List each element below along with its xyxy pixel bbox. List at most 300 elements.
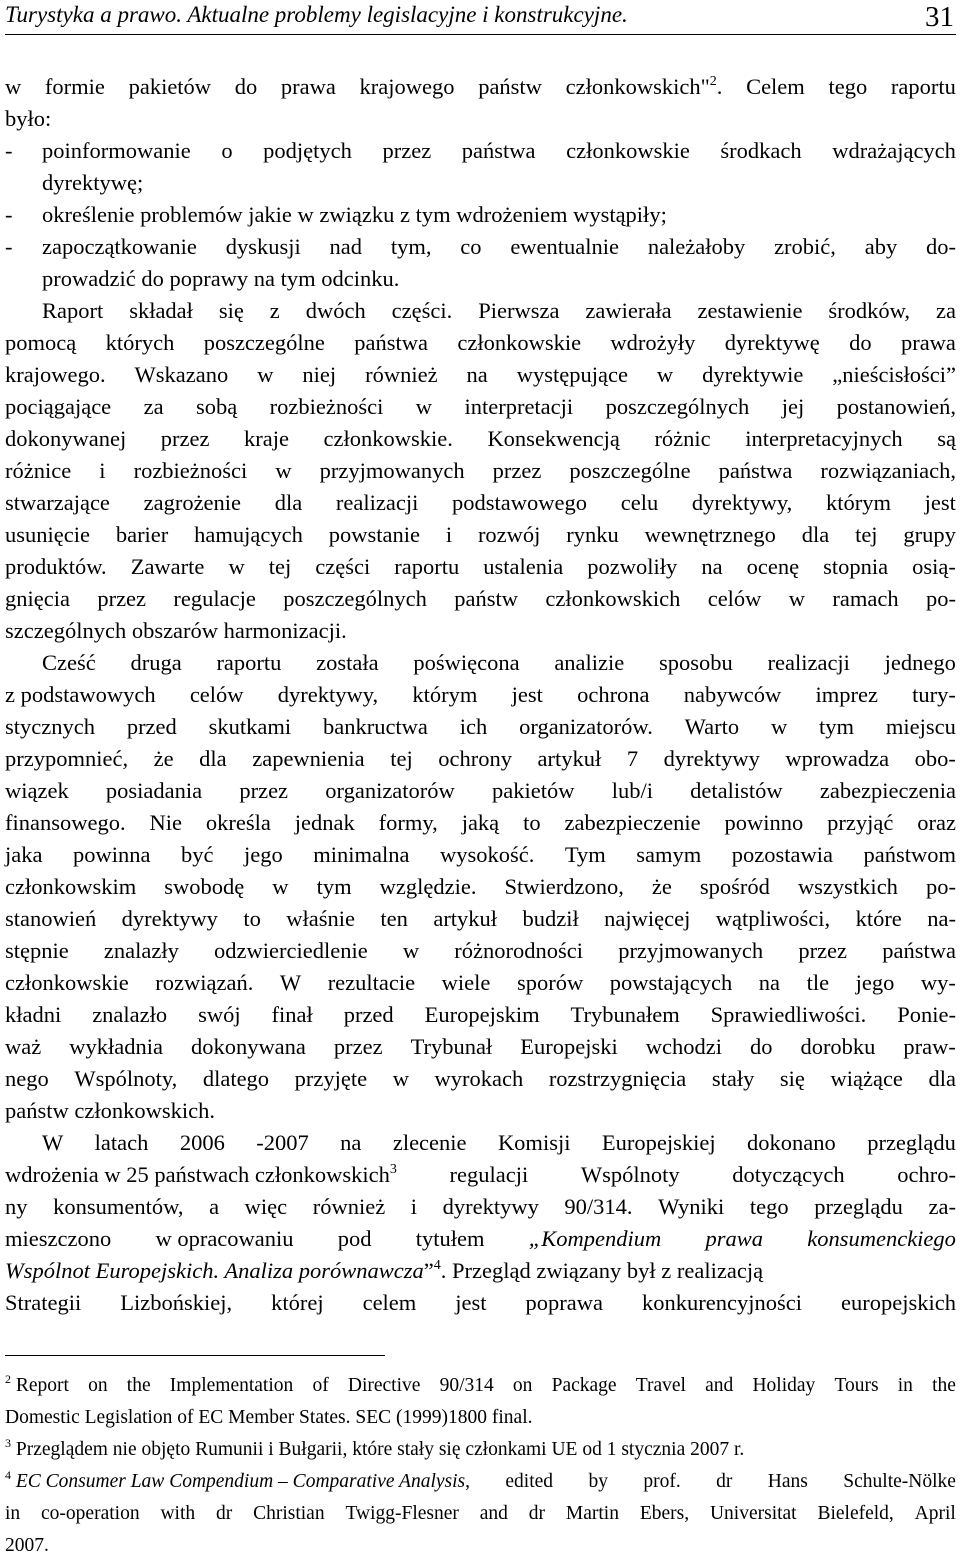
word: zawierała <box>585 298 672 323</box>
text-line <box>5 711 956 743</box>
word: ochro- <box>897 1162 956 1187</box>
word: przez <box>492 458 542 483</box>
bullet-item: - zapoczątkowanie dyskusji nad tym, co ewentualnie należałoby zrobić, aby do- <box>5 231 956 263</box>
word: przez <box>382 138 432 163</box>
word: niej <box>302 362 337 387</box>
word: określa <box>205 810 271 835</box>
word: $^2$ Report <box>5 1372 69 1396</box>
word: formie <box>44 74 105 99</box>
word: się <box>218 298 244 323</box>
word: by <box>588 1471 608 1492</box>
word: raportu <box>216 650 282 675</box>
word: celów <box>189 682 244 707</box>
word: przeglądu <box>867 1130 956 1155</box>
text-line <box>5 903 956 935</box>
word: zabezpieczenia <box>819 778 956 803</box>
word: Wyniki <box>658 1194 725 1219</box>
word: zagrożenie <box>143 490 242 515</box>
word: detalistów <box>690 778 783 803</box>
word: przyjmowanych <box>618 938 764 963</box>
word: dla <box>801 522 830 547</box>
word: tej <box>390 746 413 771</box>
word: regulacje <box>173 586 256 611</box>
word: państw <box>454 586 519 611</box>
word: kładni <box>5 1002 62 1027</box>
word: Ebers, <box>639 1503 690 1524</box>
word: przypomnieć, <box>5 746 129 771</box>
footnote-ref: 3 <box>389 1162 397 1177</box>
word: dyrektywy <box>121 906 218 931</box>
text-line <box>5 487 956 519</box>
word: nad <box>329 234 363 259</box>
word: wątpliwości, <box>715 906 831 931</box>
word: środkach <box>720 138 802 163</box>
word: w <box>392 1066 409 1091</box>
word: jej <box>781 394 805 419</box>
word: pakietów <box>128 74 212 99</box>
word: Europejskim <box>424 1002 540 1027</box>
word: wiążące <box>830 1066 903 1091</box>
footnote-separator <box>5 1355 385 1356</box>
word: po- <box>925 874 956 899</box>
word: członkowskie <box>5 970 129 995</box>
word: ocenę <box>746 554 800 579</box>
word: jego <box>243 842 283 867</box>
text-line <box>5 1063 956 1095</box>
word: jest <box>455 1290 487 1315</box>
text-line <box>5 871 956 903</box>
word: ich <box>459 714 488 739</box>
word: Wspólnoty, <box>74 1066 178 1091</box>
word: i <box>445 522 453 547</box>
word: finał <box>271 1002 313 1027</box>
word: dyskusji <box>225 234 301 259</box>
word: April <box>914 1503 956 1524</box>
word: in <box>5 1503 21 1524</box>
word: państwom <box>863 842 956 867</box>
word: ustalenia <box>483 554 564 579</box>
text-line <box>5 1223 956 1255</box>
word: waż <box>5 1034 42 1059</box>
word: i <box>99 458 106 483</box>
word: oraz <box>917 810 956 835</box>
text-line: szczególnych obszarów harmonizacji. <box>5 618 347 643</box>
word: artykuł <box>433 906 498 931</box>
word: stanowień <box>5 906 97 931</box>
word: za- <box>928 1194 956 1219</box>
word: powstanie <box>328 522 420 547</box>
word: wprowadza <box>785 746 890 771</box>
word: Implementation <box>169 1375 294 1396</box>
word: stały <box>711 1066 755 1091</box>
text-line: Wspólnot Europejskich. Analiza porównawcza”$^4$. Przegląd związany był z realizacją <box>5 1258 764 1283</box>
word: członkowskim <box>5 874 137 899</box>
word: do <box>849 330 872 355</box>
word: rozwiązaniach, <box>820 458 956 483</box>
word: dotyczących <box>732 1162 845 1187</box>
word: zestawienie <box>697 298 803 323</box>
word: dr <box>528 1503 546 1524</box>
word: tej <box>268 554 292 579</box>
word: tle <box>806 970 830 995</box>
word: organizatorów. <box>519 714 653 739</box>
word: powinno <box>724 810 804 835</box>
word: prof. <box>643 1471 681 1492</box>
word: więc <box>244 1194 288 1219</box>
text-line <box>5 999 956 1031</box>
word: Pierwsza <box>478 298 560 323</box>
word: tytułem <box>415 1226 485 1251</box>
word: jednak <box>294 810 355 835</box>
word: organizatorów <box>325 778 455 803</box>
text-line <box>5 807 956 839</box>
word: Cześć <box>42 650 96 675</box>
word: usunięcie <box>5 522 90 547</box>
word: dr <box>215 1503 233 1524</box>
text-line <box>5 1287 956 1319</box>
word: części. <box>391 298 453 323</box>
word: Christian <box>253 1503 325 1524</box>
word: Tours <box>834 1375 879 1396</box>
word: on <box>88 1375 108 1396</box>
word: stycznych <box>5 714 95 739</box>
word: dr <box>716 1471 733 1492</box>
word: rozwój <box>477 522 541 547</box>
word: znalazło <box>92 1002 168 1027</box>
word: to <box>243 906 261 931</box>
word: dorobku <box>800 1034 876 1059</box>
word: in <box>897 1375 913 1396</box>
word: artykuł <box>537 746 602 771</box>
bullet-item: - określenie problemów jakie w związku z tym wdrożeniem wystąpiły; <box>5 202 667 227</box>
word: aby <box>864 234 898 259</box>
text-line <box>5 71 956 103</box>
paragraph <box>5 295 956 615</box>
word: Warto <box>684 714 740 739</box>
word: Strategii <box>5 1290 82 1315</box>
text-line <box>5 455 956 487</box>
word: Europejski <box>520 1034 618 1059</box>
word: należałoby <box>647 234 746 259</box>
word: które <box>855 906 902 931</box>
word: zabezpieczenie <box>564 810 701 835</box>
word: samym <box>636 842 702 867</box>
word: Holiday <box>752 1375 816 1396</box>
word: posiadania <box>105 778 203 803</box>
word: prawa <box>705 1226 763 1251</box>
word: dla <box>274 490 303 515</box>
word: z <box>269 298 280 323</box>
word: Celem <box>746 74 805 99</box>
word: podstawowego <box>452 490 588 515</box>
header-title: Turystyka a prawo. Aktualne problemy legislacyjne i konstrukcyjne. <box>5 2 628 27</box>
word: co <box>460 234 482 259</box>
word: poszczególne <box>569 458 691 483</box>
word: poprawa <box>525 1290 604 1315</box>
word: jednego <box>884 650 956 675</box>
text-line <box>5 967 956 999</box>
word: poinformowanie <box>42 138 191 163</box>
word: Wspólnoty <box>580 1162 680 1187</box>
word: wszystkich <box>797 874 898 899</box>
word: znalazły <box>103 938 179 963</box>
word: również <box>312 1194 386 1219</box>
word: miejscu <box>885 714 956 739</box>
text-line: było: <box>5 106 52 131</box>
text-line <box>5 359 956 391</box>
word: odzwierciedlenie <box>214 938 368 963</box>
word: obo- <box>914 746 956 771</box>
word: dlatego <box>202 1066 270 1091</box>
word: na <box>466 362 488 387</box>
word: wykładnia <box>69 1034 163 1059</box>
word: pozostawia <box>731 842 833 867</box>
text-line <box>5 1031 956 1063</box>
footnotes <box>5 1372 956 1564</box>
word: imprez <box>815 682 878 707</box>
word: rynku <box>566 522 619 547</box>
word: the <box>126 1375 151 1396</box>
word: powstających <box>609 970 733 995</box>
bullet-continuation: dyrektywę; <box>42 170 144 195</box>
word: rozstrzygnięcia <box>548 1066 687 1091</box>
word: nego <box>5 1066 49 1091</box>
word: Raport <box>42 298 104 323</box>
word: edited <box>505 1471 554 1492</box>
word: państwa <box>882 938 956 963</box>
word: występujące <box>516 362 628 387</box>
word: na <box>758 970 781 995</box>
word: celów <box>707 586 762 611</box>
footnote-2 <box>5 1372 956 1404</box>
word: pakietów <box>492 778 575 803</box>
word: of <box>312 1375 329 1396</box>
word: których <box>105 330 175 355</box>
word: Universitat <box>709 1503 797 1524</box>
word: w <box>272 874 289 899</box>
word: względzie. <box>379 874 477 899</box>
word: finansowego. <box>5 810 126 835</box>
word: ny <box>5 1194 28 1219</box>
word: zrobić, <box>774 234 836 259</box>
word: wy- <box>920 970 956 995</box>
word: Stwierdzono, <box>504 874 624 899</box>
word: Directive <box>347 1375 421 1396</box>
word: krajowego <box>359 74 455 99</box>
word: dokonywana <box>190 1034 306 1059</box>
word: pozwoliły <box>587 554 678 579</box>
word: stopnia <box>823 554 889 579</box>
footnote-ref: 4 <box>433 1258 441 1273</box>
word: różnic <box>654 426 711 451</box>
word: w opracowaniu <box>155 1226 294 1251</box>
word: 90/314. <box>564 1194 633 1219</box>
word: dyrektywy <box>442 1194 539 1219</box>
word: raportu <box>890 74 956 99</box>
word: tego <box>749 1194 789 1219</box>
word: druga <box>130 650 182 675</box>
word: wysokość. <box>439 842 535 867</box>
word: krajowego. <box>5 362 106 387</box>
word: Tym <box>564 842 606 867</box>
word: przyjąć <box>827 810 894 835</box>
page-number: 31 <box>925 1 954 33</box>
word: poszczególne <box>203 330 325 355</box>
word: skutkami <box>208 714 292 739</box>
word: różnice <box>5 458 72 483</box>
word: prawa <box>280 74 336 99</box>
word: na <box>701 554 723 579</box>
word: swój <box>198 1002 241 1027</box>
word: gnięcia <box>5 586 70 611</box>
word: również <box>365 362 438 387</box>
word: członkowskie. <box>323 426 453 451</box>
word: konsumentów, <box>53 1194 184 1219</box>
text-line <box>5 647 956 679</box>
word: przez <box>160 426 210 451</box>
word: w <box>228 554 245 579</box>
text-line <box>5 743 956 775</box>
bullet-item: - poinformowanie o podjętych przez państwa członkowskie środkach wdrażających <box>5 135 956 167</box>
word: pociągające <box>5 394 112 419</box>
text-line <box>5 1191 956 1223</box>
word: regulacji <box>449 1162 529 1187</box>
word: jest <box>924 490 956 515</box>
word: raportu <box>394 554 460 579</box>
word: sporów <box>516 970 584 995</box>
word: dyrektywy, <box>277 682 379 707</box>
text-line <box>5 391 956 423</box>
word: Zawarte <box>130 554 205 579</box>
word: została <box>316 650 379 675</box>
word: części <box>315 554 371 579</box>
word: 7 <box>626 746 639 771</box>
word: on <box>512 1375 533 1396</box>
word: barier <box>115 522 169 547</box>
word: and <box>705 1375 734 1396</box>
word: właśnie <box>286 906 355 931</box>
text-line <box>5 1127 956 1159</box>
word: tej <box>855 522 878 547</box>
word: dyrektywę <box>724 330 820 355</box>
word: stwarzające <box>5 490 110 515</box>
word: ochrona <box>577 682 650 707</box>
word: członkowskich <box>545 586 681 611</box>
word: wewnętrznego <box>644 522 776 547</box>
word: Komisji <box>497 1130 571 1155</box>
word: budził <box>522 906 579 931</box>
word: Trybunałem <box>570 1002 680 1027</box>
word: na- <box>927 906 956 931</box>
word: tego <box>828 74 868 99</box>
word: przed <box>343 1002 394 1027</box>
word: bankructwa <box>322 714 428 739</box>
word: członkowskich"$^2$. <box>565 74 723 99</box>
word: i <box>410 1194 418 1219</box>
word: za <box>936 298 956 323</box>
word: wchodzi <box>645 1034 722 1059</box>
word: rozbieżności <box>133 458 248 483</box>
word: do <box>234 74 258 99</box>
word: dyrektywy, <box>691 490 793 515</box>
word: przyjmowanych <box>319 458 465 483</box>
word: zapewnienia <box>252 746 365 771</box>
word: -2007 <box>256 1130 309 1155</box>
text-line: państw członkowskich. <box>5 1098 215 1123</box>
word: którym <box>412 682 478 707</box>
word: wiązek <box>5 778 69 803</box>
word: sposobu <box>659 650 733 675</box>
text-line: wdrożenia w 25 państwach członkowskich$^3$ regulacji Wspólnoty dotyczących ochro- <box>5 1159 956 1191</box>
word: że <box>153 746 174 771</box>
word: 2006 <box>179 1130 225 1155</box>
text-line <box>5 295 956 327</box>
word: Bielefeld, <box>817 1503 894 1524</box>
word: „nieścisłości” <box>832 362 956 387</box>
word: sobą <box>196 394 238 419</box>
word: jaka <box>5 842 43 867</box>
word: wdrażających <box>832 138 956 163</box>
word: poszczególnych <box>283 586 427 611</box>
word: Travel <box>635 1375 686 1396</box>
word: ramach <box>832 586 899 611</box>
word: członkowskie <box>457 330 582 355</box>
word: with <box>160 1503 196 1524</box>
word: podjętych <box>263 138 352 163</box>
word: Martin <box>565 1503 619 1524</box>
word: środków, <box>828 298 911 323</box>
word: co-operation <box>41 1503 140 1524</box>
word: jest <box>511 682 543 707</box>
word: do- <box>926 234 956 259</box>
word: są <box>937 426 956 451</box>
word: lub/i <box>611 778 653 803</box>
text-line <box>5 519 956 551</box>
footnote-2-cont: Domestic Legislation of EC Member States. SEC (1999)1800 final. <box>5 1407 533 1428</box>
word: rozbieżności <box>269 394 384 419</box>
word: jaką <box>461 810 500 835</box>
word: w <box>415 394 433 419</box>
word: przez <box>239 778 289 803</box>
main-text <box>5 71 956 1319</box>
text-line <box>5 327 956 359</box>
running-header <box>5 0 956 35</box>
text-line <box>5 775 956 807</box>
word: poświęcona <box>413 650 520 675</box>
word: kraje <box>244 426 289 451</box>
word: ochrony <box>438 746 512 771</box>
word: tym, <box>390 234 432 259</box>
word: realizacji <box>767 650 850 675</box>
word: pomocą <box>5 330 77 355</box>
word: w <box>5 74 22 99</box>
word: W <box>42 1130 64 1155</box>
word: to <box>523 810 541 835</box>
word: rezultacie <box>327 970 416 995</box>
word: państwa <box>461 138 536 163</box>
word: Wskazano <box>134 362 229 387</box>
word: pod <box>337 1226 372 1251</box>
word: realizacji <box>335 490 419 515</box>
word: hamujących <box>194 522 303 547</box>
word: konsumenckiego <box>807 1226 956 1251</box>
word: swobodę <box>164 874 245 899</box>
word: 90/314 <box>439 1375 494 1396</box>
word: przez <box>333 1034 383 1059</box>
word: państwa <box>354 330 428 355</box>
word: wiele <box>441 970 491 995</box>
word: którym <box>825 490 891 515</box>
